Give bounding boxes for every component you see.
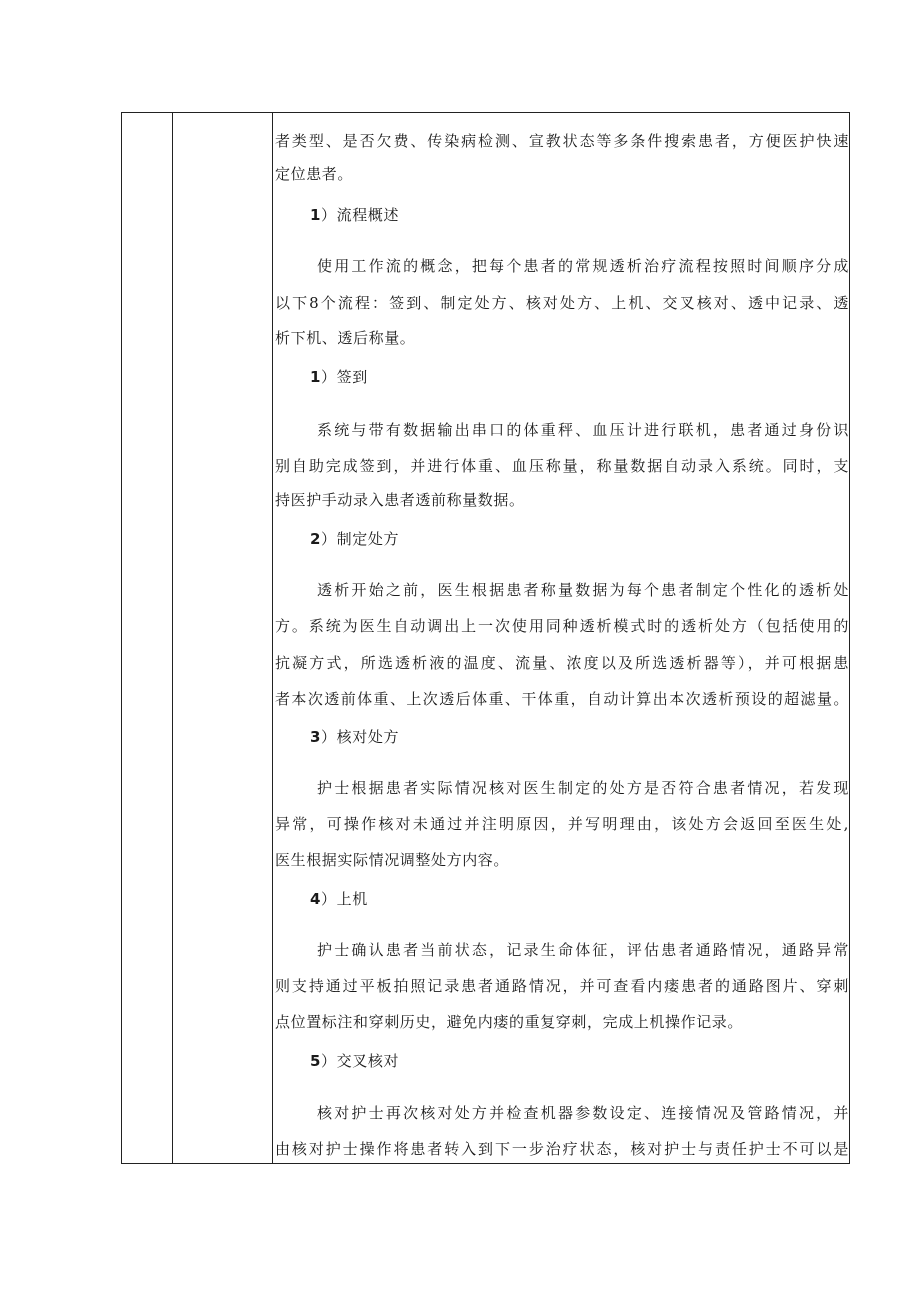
text-line: 者本次透前体重、上次透后体重、干体重，自动计算出本次透析预设的超滤量。 <box>275 690 849 708</box>
text-line: 异常，可操作核对未通过并注明原因，并写明理由，该处方会返回至医生处, <box>275 815 849 833</box>
text-line: 护士确认患者当前状态，记录生命体征，评估患者通路情况，通路异常 <box>317 941 849 959</box>
text-line: 医生根据实际情况调整处方内容。 <box>275 851 510 869</box>
text-line: 核对护士再次核对处方并检查机器参数设定、连接情况及管路情况，并 <box>317 1104 849 1122</box>
text-line: 透析开始之前，医生根据患者称量数据为每个患者制定个性化的透析处 <box>317 581 849 599</box>
document-table <box>121 112 850 1164</box>
text-line: 持医护手动录入患者透前称量数据。 <box>275 491 525 509</box>
section-heading: 3）核对处方 <box>310 728 400 746</box>
section-heading: 1）流程概述 <box>310 206 400 224</box>
section-heading: 1）签到 <box>310 368 368 386</box>
section-heading: 4）上机 <box>310 890 368 908</box>
table-content-cell <box>273 113 849 1163</box>
text-line: 系统与带有数据输出串口的体重秤、血压计进行联机，患者通过身份识 <box>317 421 849 439</box>
text-line: 别自助完成签到，并进行体重、血压称量，称量数据自动录入系统。同时，支 <box>275 457 849 475</box>
table-column-divider-1 <box>172 113 173 1163</box>
text-line: 析下机、透后称量。 <box>275 329 416 347</box>
text-line: 点位置标注和穿刺历史，避免内瘘的重复穿刺，完成上机操作记录。 <box>275 1013 744 1031</box>
section-heading: 5）交叉核对 <box>310 1052 400 1070</box>
text-line: 护士根据患者实际情况核对医生制定的处方是否符合患者情况，若发现 <box>317 779 849 797</box>
text-line: 以下8个流程：签到、制定处方、核对处方、上机、交叉核对、透中记录、透 <box>275 294 849 312</box>
text-line: 定位患者。 <box>275 165 354 183</box>
text-line: 则支持通过平板拍照记录患者通路情况，并可查看内瘘患者的通路图片、穿刺 <box>275 977 849 995</box>
section-heading: 2）制定处方 <box>310 530 400 548</box>
text-line: 由核对护士操作将患者转入到下一步治疗状态，核对护士与责任护士不可以是 <box>275 1140 849 1158</box>
text-line: 者类型、是否欠费、传染病检测、宣教状态等多条件搜索患者，方便医护快速 <box>275 132 849 150</box>
text-line: 抗凝方式，所选透析液的温度、流量、浓度以及所选透析器等），并可根据患 <box>275 654 849 672</box>
text-line: 方。系统为医生自动调出上一次使用同种透析模式时的透析处方（包括使用的 <box>275 617 849 635</box>
text-line: 使用工作流的概念，把每个患者的常规透析治疗流程按照时间顺序分成 <box>317 257 849 275</box>
